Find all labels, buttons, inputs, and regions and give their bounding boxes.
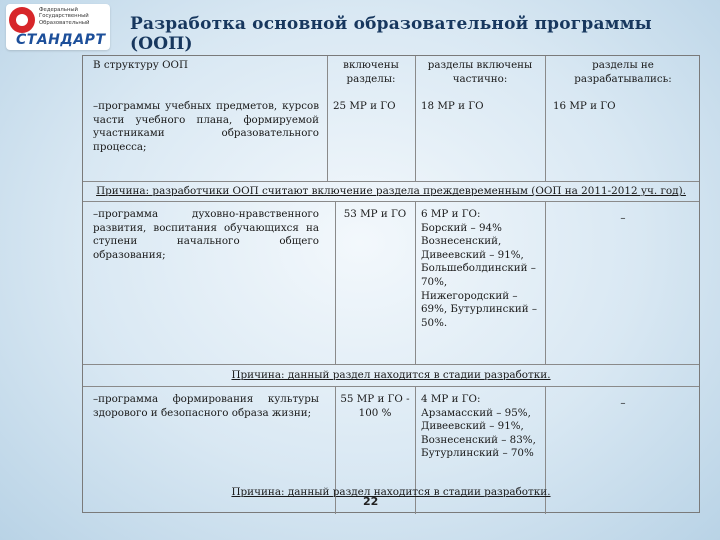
row-included: 25 МР и ГО	[333, 100, 396, 112]
column-divider	[545, 56, 546, 181]
row-reason: Причина: данный раздел находится в стадии разработки.	[231, 369, 551, 381]
slide-header	[0, 0, 720, 56]
column-divider	[335, 201, 336, 364]
row-not-developed: 16 МР и ГО	[553, 100, 616, 112]
row-divider	[83, 181, 699, 182]
partial-line: Вознесенский,	[421, 235, 502, 248]
partial-line: Дивеевский – 91%,	[421, 420, 524, 433]
row-included: 53 МР и ГО	[343, 208, 407, 220]
fgos-emblem-icon	[9, 7, 35, 33]
header-included: включены разделы:	[343, 59, 399, 85]
table-grid	[83, 56, 699, 512]
logo-line: Федеральный	[39, 7, 78, 13]
partial-line: Большеболдинский –	[421, 262, 536, 275]
row-partial	[421, 208, 543, 330]
partial-line: Борский – 94%	[421, 221, 502, 234]
logo-line: Государственный	[39, 13, 89, 20]
row-partial	[421, 100, 541, 114]
row-not-developed: –	[620, 212, 626, 224]
row-included: 55 МР и ГО - 100 %	[340, 393, 410, 419]
partial-line: 69%, Бутурлинский –	[421, 303, 538, 316]
logo-caption	[39, 7, 107, 26]
header-not-developed: разделы не разрабатывались:	[574, 59, 672, 85]
logo-line: Образовательный	[39, 19, 90, 26]
row-not-developed: –	[620, 397, 626, 409]
row-divider	[83, 386, 699, 387]
fgos-logo	[6, 4, 110, 50]
column-divider	[415, 201, 416, 364]
partial-line: 4 МР и ГО:	[421, 393, 481, 405]
column-divider	[545, 201, 546, 364]
partial-line: Арзамасский – 95%,	[421, 406, 531, 419]
row-reason: Причина: данный раздел находится в стадии разработки.	[231, 486, 551, 498]
header-structure: В структуру ООП	[93, 59, 188, 71]
partial-line: Вознесенский – 83%,	[421, 433, 536, 446]
row-divider	[83, 201, 699, 202]
row-program: –программы учебных предметов, курсов части учебного плана, формируемой участниками образовательного процесса;	[93, 100, 319, 153]
row-program: –программа духовно-нравственного развития, воспитания обучающихся на ступени начального общего образования;	[93, 208, 319, 261]
column-divider	[327, 56, 328, 181]
partial-line: Нижегородский –	[421, 289, 518, 302]
partial-line: Дивеевский – 91%,	[421, 248, 524, 261]
partial-line: 70%,	[421, 275, 448, 288]
page-title: Разработка основной образовательной программы (ООП)	[130, 14, 652, 54]
column-divider	[415, 56, 416, 181]
logo-word: СТАНДАРТ	[16, 32, 106, 48]
row-program: –программа формирования культуры здорового и безопасного образа жизни;	[93, 393, 319, 419]
page-number: 22	[363, 495, 379, 508]
row-reason: Причина: разработчики ООП считают включение раздела преждевременным (ООП на 2011-2012 уч. год).	[96, 185, 686, 197]
partial-line: 50%.	[421, 316, 448, 329]
partial-line: 6 МР и ГО:	[421, 208, 481, 220]
row-divider	[83, 364, 699, 365]
partial-line: Бутурлинский – 70%	[421, 447, 534, 460]
oop-table	[82, 55, 700, 513]
header-partial: разделы включены частично:	[427, 59, 533, 85]
partial-line: 18 МР и ГО	[421, 100, 484, 112]
row-partial	[421, 393, 543, 461]
